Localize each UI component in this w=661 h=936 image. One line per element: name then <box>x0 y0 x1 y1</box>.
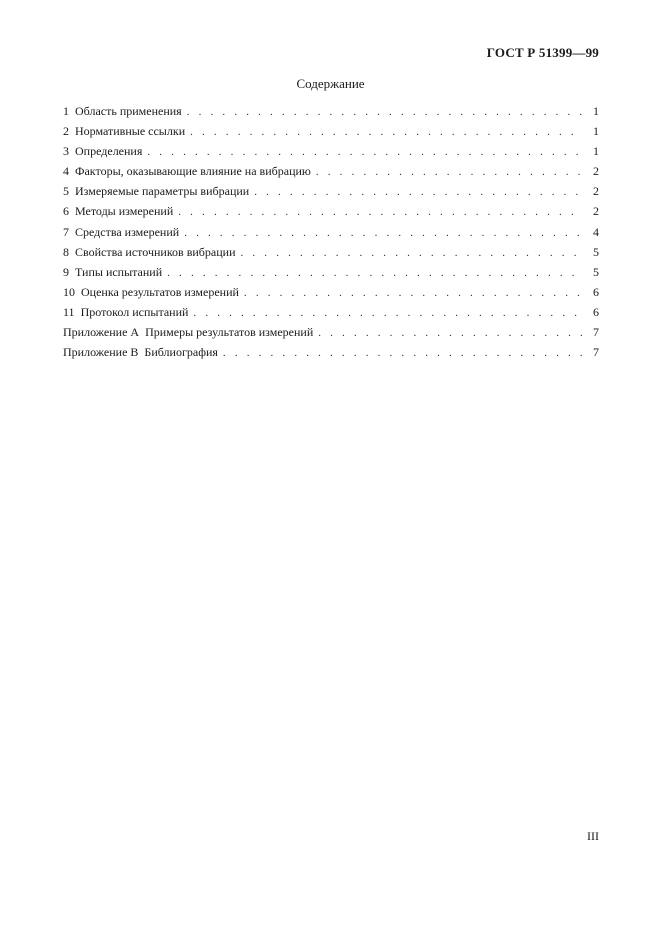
toc-entry-label: Факторы, оказывающие влияние на вибрацию <box>75 164 311 179</box>
toc-entry-page: 1 <box>593 144 599 159</box>
toc-entry-number: 10 <box>63 284 75 299</box>
toc-entry-page: 2 <box>593 204 599 219</box>
toc-title: Содержание <box>296 76 365 91</box>
toc-entry-number: Приложение В <box>63 345 139 360</box>
dot-leader <box>244 283 582 303</box>
document-code: ГОСТ Р 51399—99 <box>486 45 599 60</box>
toc-entry-page: 7 <box>593 325 599 340</box>
toc-entry-number: 2 <box>63 124 69 139</box>
toc-entry-label: Свойства источников вибрации <box>75 244 236 259</box>
toc-entry-10[interactable] <box>63 282 599 302</box>
toc-entry-5[interactable] <box>63 181 599 201</box>
dot-leader <box>241 243 583 263</box>
toc-entry-label: Методы измерений <box>75 204 174 219</box>
toc-entry-page: 5 <box>593 264 599 279</box>
toc-entry-number: 7 <box>63 224 69 239</box>
toc-entry-number: 1 <box>63 104 69 118</box>
dot-leader <box>147 142 582 162</box>
toc-entry-3[interactable] <box>63 141 599 161</box>
toc-entry-appendix-a[interactable] <box>63 322 599 342</box>
toc-entry-label: Примеры результатов измерений <box>145 325 314 340</box>
toc-entry-label: Область применения <box>75 104 182 118</box>
toc-entry-appendix-b[interactable] <box>63 342 599 362</box>
dot-leader <box>223 343 582 363</box>
dot-leader <box>167 263 582 283</box>
toc-entry-number: 5 <box>63 184 69 199</box>
toc-entry-page: 2 <box>593 164 599 179</box>
toc-entry-8[interactable] <box>63 242 599 262</box>
toc-entry-number: 3 <box>63 144 69 159</box>
toc-entry-page: 2 <box>593 184 599 199</box>
toc-entry-9[interactable] <box>63 262 599 282</box>
dot-leader <box>184 223 582 243</box>
toc-entry-number: 6 <box>63 204 69 219</box>
toc-entry-label: Оценка результатов измерений <box>81 284 239 299</box>
dot-leader <box>316 162 582 182</box>
toc-entry-label: Протокол испытаний <box>80 304 189 319</box>
toc-entry-page: 6 <box>593 304 599 319</box>
table-of-contents <box>63 101 599 362</box>
toc-entry-page: 1 <box>593 124 599 139</box>
toc-entry-4[interactable] <box>63 161 599 181</box>
toc-entry-label: Средства измерений <box>75 224 180 239</box>
dot-leader <box>193 303 582 323</box>
toc-entry-page: 4 <box>593 224 599 239</box>
dot-leader <box>190 122 582 142</box>
toc-entry-11[interactable] <box>63 302 599 322</box>
toc-entry-label: Определения <box>75 144 143 159</box>
page-number: III <box>587 829 599 843</box>
dot-leader <box>187 102 582 122</box>
toc-entry-1[interactable] <box>63 101 599 121</box>
toc-entry-label: Нормативные ссылки <box>75 124 186 139</box>
toc-entry-number: 4 <box>63 164 69 179</box>
toc-entry-label: Типы испытаний <box>75 264 163 279</box>
toc-entry-number: 8 <box>63 244 69 259</box>
toc-entry-6[interactable] <box>63 201 599 221</box>
toc-entry-page: 6 <box>593 284 599 299</box>
toc-entry-2[interactable] <box>63 121 599 141</box>
toc-entry-number: Приложение А <box>63 325 140 340</box>
toc-entry-page: 7 <box>593 345 599 360</box>
toc-entry-page: 1 <box>593 104 599 118</box>
toc-entry-page: 5 <box>593 244 599 259</box>
dot-leader <box>254 182 582 202</box>
dot-leader <box>318 323 582 343</box>
toc-entry-label: Измеряемые параметры вибрации <box>75 184 250 199</box>
toc-entry-7[interactable] <box>63 222 599 242</box>
toc-entry-number: 11 <box>63 304 75 319</box>
toc-entry-number: 9 <box>63 264 69 279</box>
toc-entry-label: Библиография <box>144 345 218 360</box>
dot-leader <box>178 202 582 222</box>
